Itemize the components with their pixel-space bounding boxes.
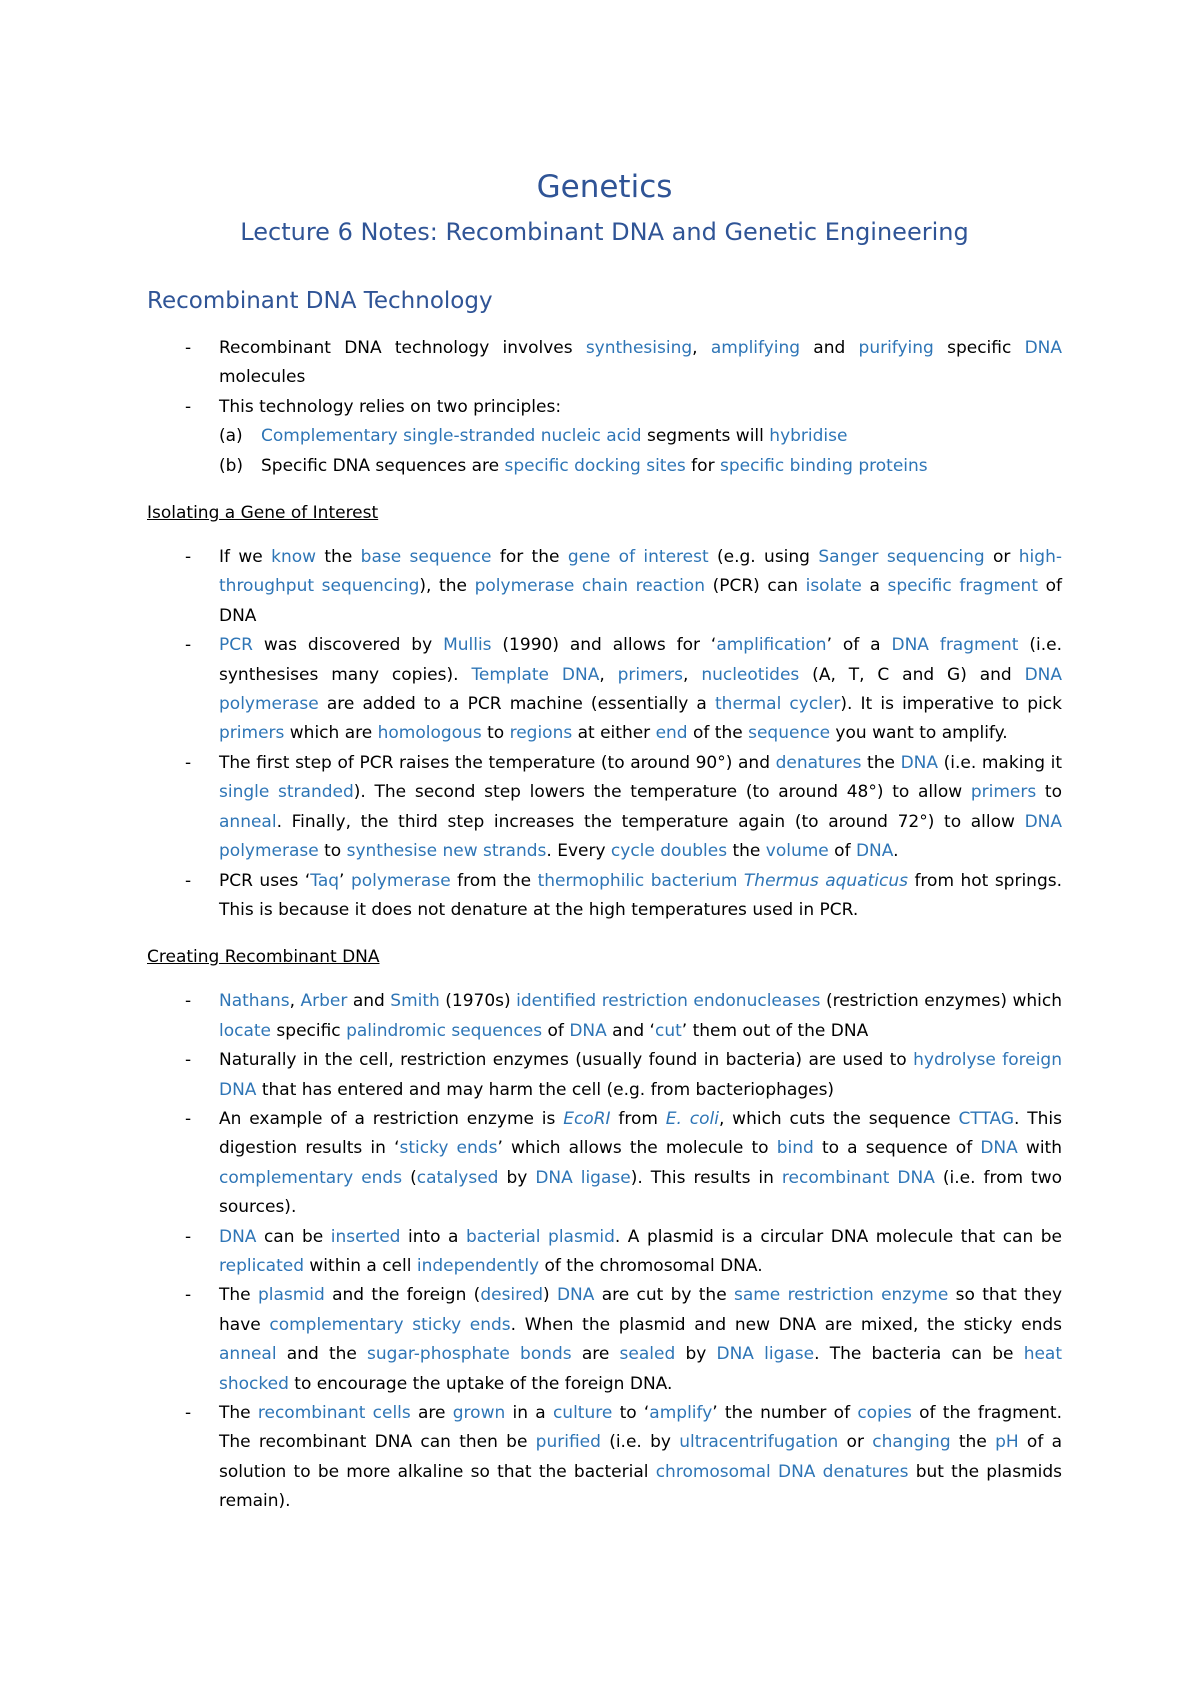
creating-bullet: - DNA can be inserted into a bacterial plasmid. A plasmid is a circular DNA molecule that can be replicated within a cell independently of the chromosomal DNA.	[147, 1223, 1062, 1282]
intro-list	[147, 334, 1062, 481]
subheading-isolating: Isolating a Gene of Interest	[147, 503, 379, 524]
isolating-bullet: - PCR uses ‘Taq’ polymerase from the thermophilic bacterium Thermus aquaticus from hot springs. This is because it does not denature at the high temperatures used in PCR.	[147, 867, 1062, 926]
bullet-text: This technology relies on two principles:	[219, 396, 562, 417]
intro-bullet	[147, 334, 1062, 393]
isolating-list	[147, 543, 1062, 925]
document-title: Genetics	[536, 169, 673, 205]
isolating-bullet: - PCR was discovered by Mullis (1990) and allows for ‘amplification’ of a DNA fragment (i.e. synthesises many copies). Template DNA, primers, nucleotides (A, T, C and G) and DNA polymerase are added to a PCR machine (essentially a thermal cycler). It is imperative to pick primers which are homologous to regions at either end of the sequence you want to amplify.	[147, 631, 1062, 749]
subheading-creating: Creating Recombinant DNA	[147, 947, 380, 968]
intro-bullet	[147, 393, 1062, 481]
section-heading: Recombinant DNA Technology	[147, 288, 493, 314]
creating-bullet: - Nathans, Arber and Smith (1970s) identified restriction endonucleases (restriction enzymes) which locate specific palindromic sequences of DNA and ‘cut’ them out of the DNA	[147, 987, 1062, 1046]
creating-list	[147, 987, 1062, 1516]
lecture-subtitle: Lecture 6 Notes: Recombinant DNA and Genetic Engineering	[240, 218, 969, 246]
principle-marker: (a)	[219, 426, 243, 447]
creating-bullet: - An example of a restriction enzyme is EcoRI from E. coli, which cuts the sequence CTTAG. This digestion results in ‘sticky ends’ which allows the molecule to bind to a sequence of DNA with complementary ends (catalysed by DNA ligase). This results in recombinant DNA (i.e. from two sources).	[147, 1105, 1062, 1223]
creating-bullet: - Naturally in the cell, restriction enzymes (usually found in bacteria) are used to hydrolyse foreign DNA that has entered and may harm the cell (e.g. from bacteriophages)	[147, 1046, 1062, 1105]
principle-item: (b) Specific DNA sequences are specific docking sites for specific binding proteins	[147, 452, 1062, 481]
isolating-bullet: - The first step of PCR raises the temperature (to around 90°) and denatures the DNA (i.e. making it single stranded). The second step lowers the temperature (to around 48°) to allow primers to anneal. Finally, the third step increases the temperature again (to around 72°) to allow DNA polymerase to synthesise new strands. Every cycle doubles the volume of DNA.	[147, 749, 1062, 867]
creating-bullet: - The plasmid and the foreign (desired) DNA are cut by the same restriction enzyme so that they have complementary sticky ends. When the plasmid and new DNA are mixed, the sticky ends anneal and the sugar-phosphate bonds are sealed by DNA ligase. The bacteria can be heat shocked to encourage the uptake of the foreign DNA.	[147, 1281, 1062, 1399]
bullet-text: Recombinant DNA technology involves synthesising, amplifying and purifying specific DNA molecules	[219, 338, 1063, 388]
principles-list	[147, 422, 1062, 481]
principle-item: (a) Complementary single-stranded nucleic acid segments will hybridise	[147, 422, 1062, 451]
principle-marker: (b)	[219, 455, 244, 476]
isolating-bullet: - If we know the base sequence for the gene of interest (e.g. using Sanger sequencing or high-throughput sequencing), the polymerase chain reaction (PCR) can isolate a specific fragment of DNA	[147, 543, 1062, 631]
creating-bullet: - The recombinant cells are grown in a culture to ‘amplify’ the number of copies of the fragment. The recombinant DNA can then be purified (i.e. by ultracentrifugation or changing the pH of a solution to be more alkaline so that the bacterial chromosomal DNA denatures but the plasmids remain).	[147, 1399, 1062, 1517]
